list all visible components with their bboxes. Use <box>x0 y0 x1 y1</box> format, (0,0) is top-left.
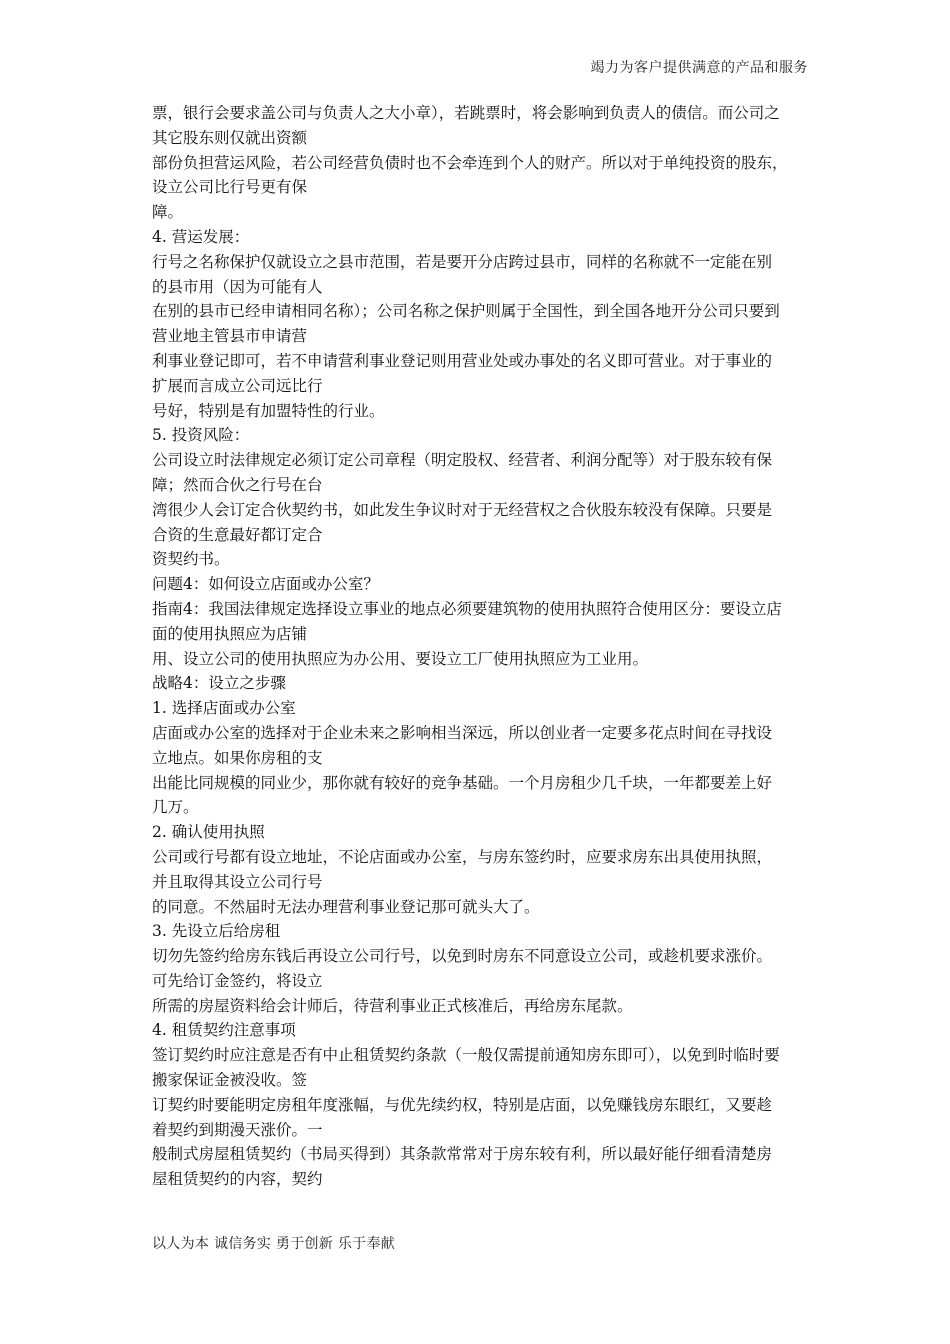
text-line: 资契约书。 <box>152 550 230 569</box>
text-line: 合资的生意最好都订定合 <box>152 525 323 544</box>
text-line: 利事业登记即可，若不申请营利事业登记则用营业处或办事处的名义即可营业。对于事业的 <box>152 351 773 370</box>
text-line: 的同意。不然届时无法办理营利事业登记那可就头大了。 <box>152 897 540 916</box>
text-line: 搬家保证金被没收。签 <box>152 1071 308 1090</box>
text-line: 部份负担营运风险，若公司经营负债时也不会牵连到个人的财产。所以对于单纯投资的股东， <box>152 153 788 172</box>
text-line: 出能比同规模的同业少，那你就有较好的竞争基础。一个月房租少几千块，一年都要差上好 <box>152 773 773 792</box>
document-body <box>152 101 836 1192</box>
text-line: 扩展而言成立公司远比行 <box>152 376 323 395</box>
text-line: 5. 投资风险： <box>152 426 250 445</box>
text-line: 1. 选择店面或办公室 <box>152 699 296 718</box>
text-line: 切勿先签约给房东钱后再设立公司行号，以免到时房东不同意设立公司，或趁机要求涨价。 <box>152 947 773 966</box>
text-line: 票，银行会要求盖公司与负责人之大小章），若跳票时，将会影响到负责人的债信。而公司之 <box>152 104 780 122</box>
text-line: 并且取得其设立公司行号 <box>152 872 323 891</box>
text-line: 3. 先设立后给房租 <box>152 922 281 941</box>
text-line: 可先给订金签约，将设立 <box>152 971 323 990</box>
header-slogan: 竭力为客户提供满意的产品和服务 <box>590 60 808 76</box>
text-line: 障。 <box>152 203 184 222</box>
text-line: 店面或办公室的选择对于企业未来之影响相当深远，所以创业者一定要多花点时间在寻找设 <box>152 723 773 742</box>
text-line: 4. 租赁契约注意事项 <box>152 1021 296 1040</box>
text-line: 着契约到期漫天涨价。一 <box>152 1120 323 1139</box>
text-line: 战略4：设立之步骤 <box>152 674 286 693</box>
text-line: 面的使用执照应为店铺 <box>152 624 308 643</box>
text-line: 立地点。如果你房租的支 <box>152 748 323 767</box>
text-line: 般制式房屋租赁契约（书局买得到）其条款常常对于房东较有利，所以最好能仔细看清楚房 <box>152 1145 773 1164</box>
text-line: 营业地主管县市申请营 <box>152 327 308 346</box>
text-line: 4. 营运发展： <box>152 227 250 246</box>
text-line: 湾很少人会订定合伙契约书，如此发生争议时对于无经营权之合伙股东较没有保障。只要是 <box>152 500 773 519</box>
text-line: 号好，特别是有加盟特性的行业。 <box>152 401 385 420</box>
text-line: 行号之名称保护仅就设立之县市范围，若是要开分店跨过县市，同样的名称就不一定能在别 <box>152 252 773 271</box>
text-line: 2. 确认使用执照 <box>152 823 265 842</box>
text-line: 订契约时要能明定房租年度涨幅，与优先续约权，特别是店面，以免赚钱房东眼红，又要趁 <box>152 1095 773 1114</box>
footer-motto: 以人为本 诚信务实 勇于创新 乐于奉献 <box>152 1236 396 1252</box>
text-line: 其它股东则仅就出资额 <box>152 128 308 147</box>
text-line: 设立公司比行号更有保 <box>152 178 308 197</box>
text-line: 所需的房屋资料给会计师后，待营利事业正式核准后，再给房东尾款。 <box>152 996 633 1015</box>
text-line: 的县市用（因为可能有人 <box>152 277 323 296</box>
text-line: 在别的县市已经申请相同名称）；公司名称之保护则属于全国性，到全国各地开分公司只要到 <box>152 302 780 321</box>
text-line: 指南4：我国法律规定选择设立事业的地点必须要建筑物的使用执照符合使用区分：要设立店 <box>152 599 782 618</box>
text-line: 障；然而合伙之行号在台 <box>152 475 323 494</box>
text-line: 几万。 <box>152 798 199 817</box>
text-line: 屋租赁契约的内容，契约 <box>152 1170 323 1189</box>
text-line: 用、设立公司的使用执照应为办公用、要设立工厂使用执照应为工业用。 <box>152 649 649 668</box>
text-line: 公司或行号都有设立地址，不论店面或办公室，与房东签约时，应要求房东出具使用执照， <box>152 847 773 866</box>
text-line: 签订契约时应注意是否有中止租赁契约条款（一般仅需提前通知房东即可），以免到时临时要 <box>152 1046 780 1065</box>
text-line: 公司设立时法律规定必须订定公司章程（明定股权、经营者、利润分配等）对于股东较有保 <box>152 451 773 470</box>
text-line: 问题4：如何设立店面或办公室？ <box>152 575 379 594</box>
